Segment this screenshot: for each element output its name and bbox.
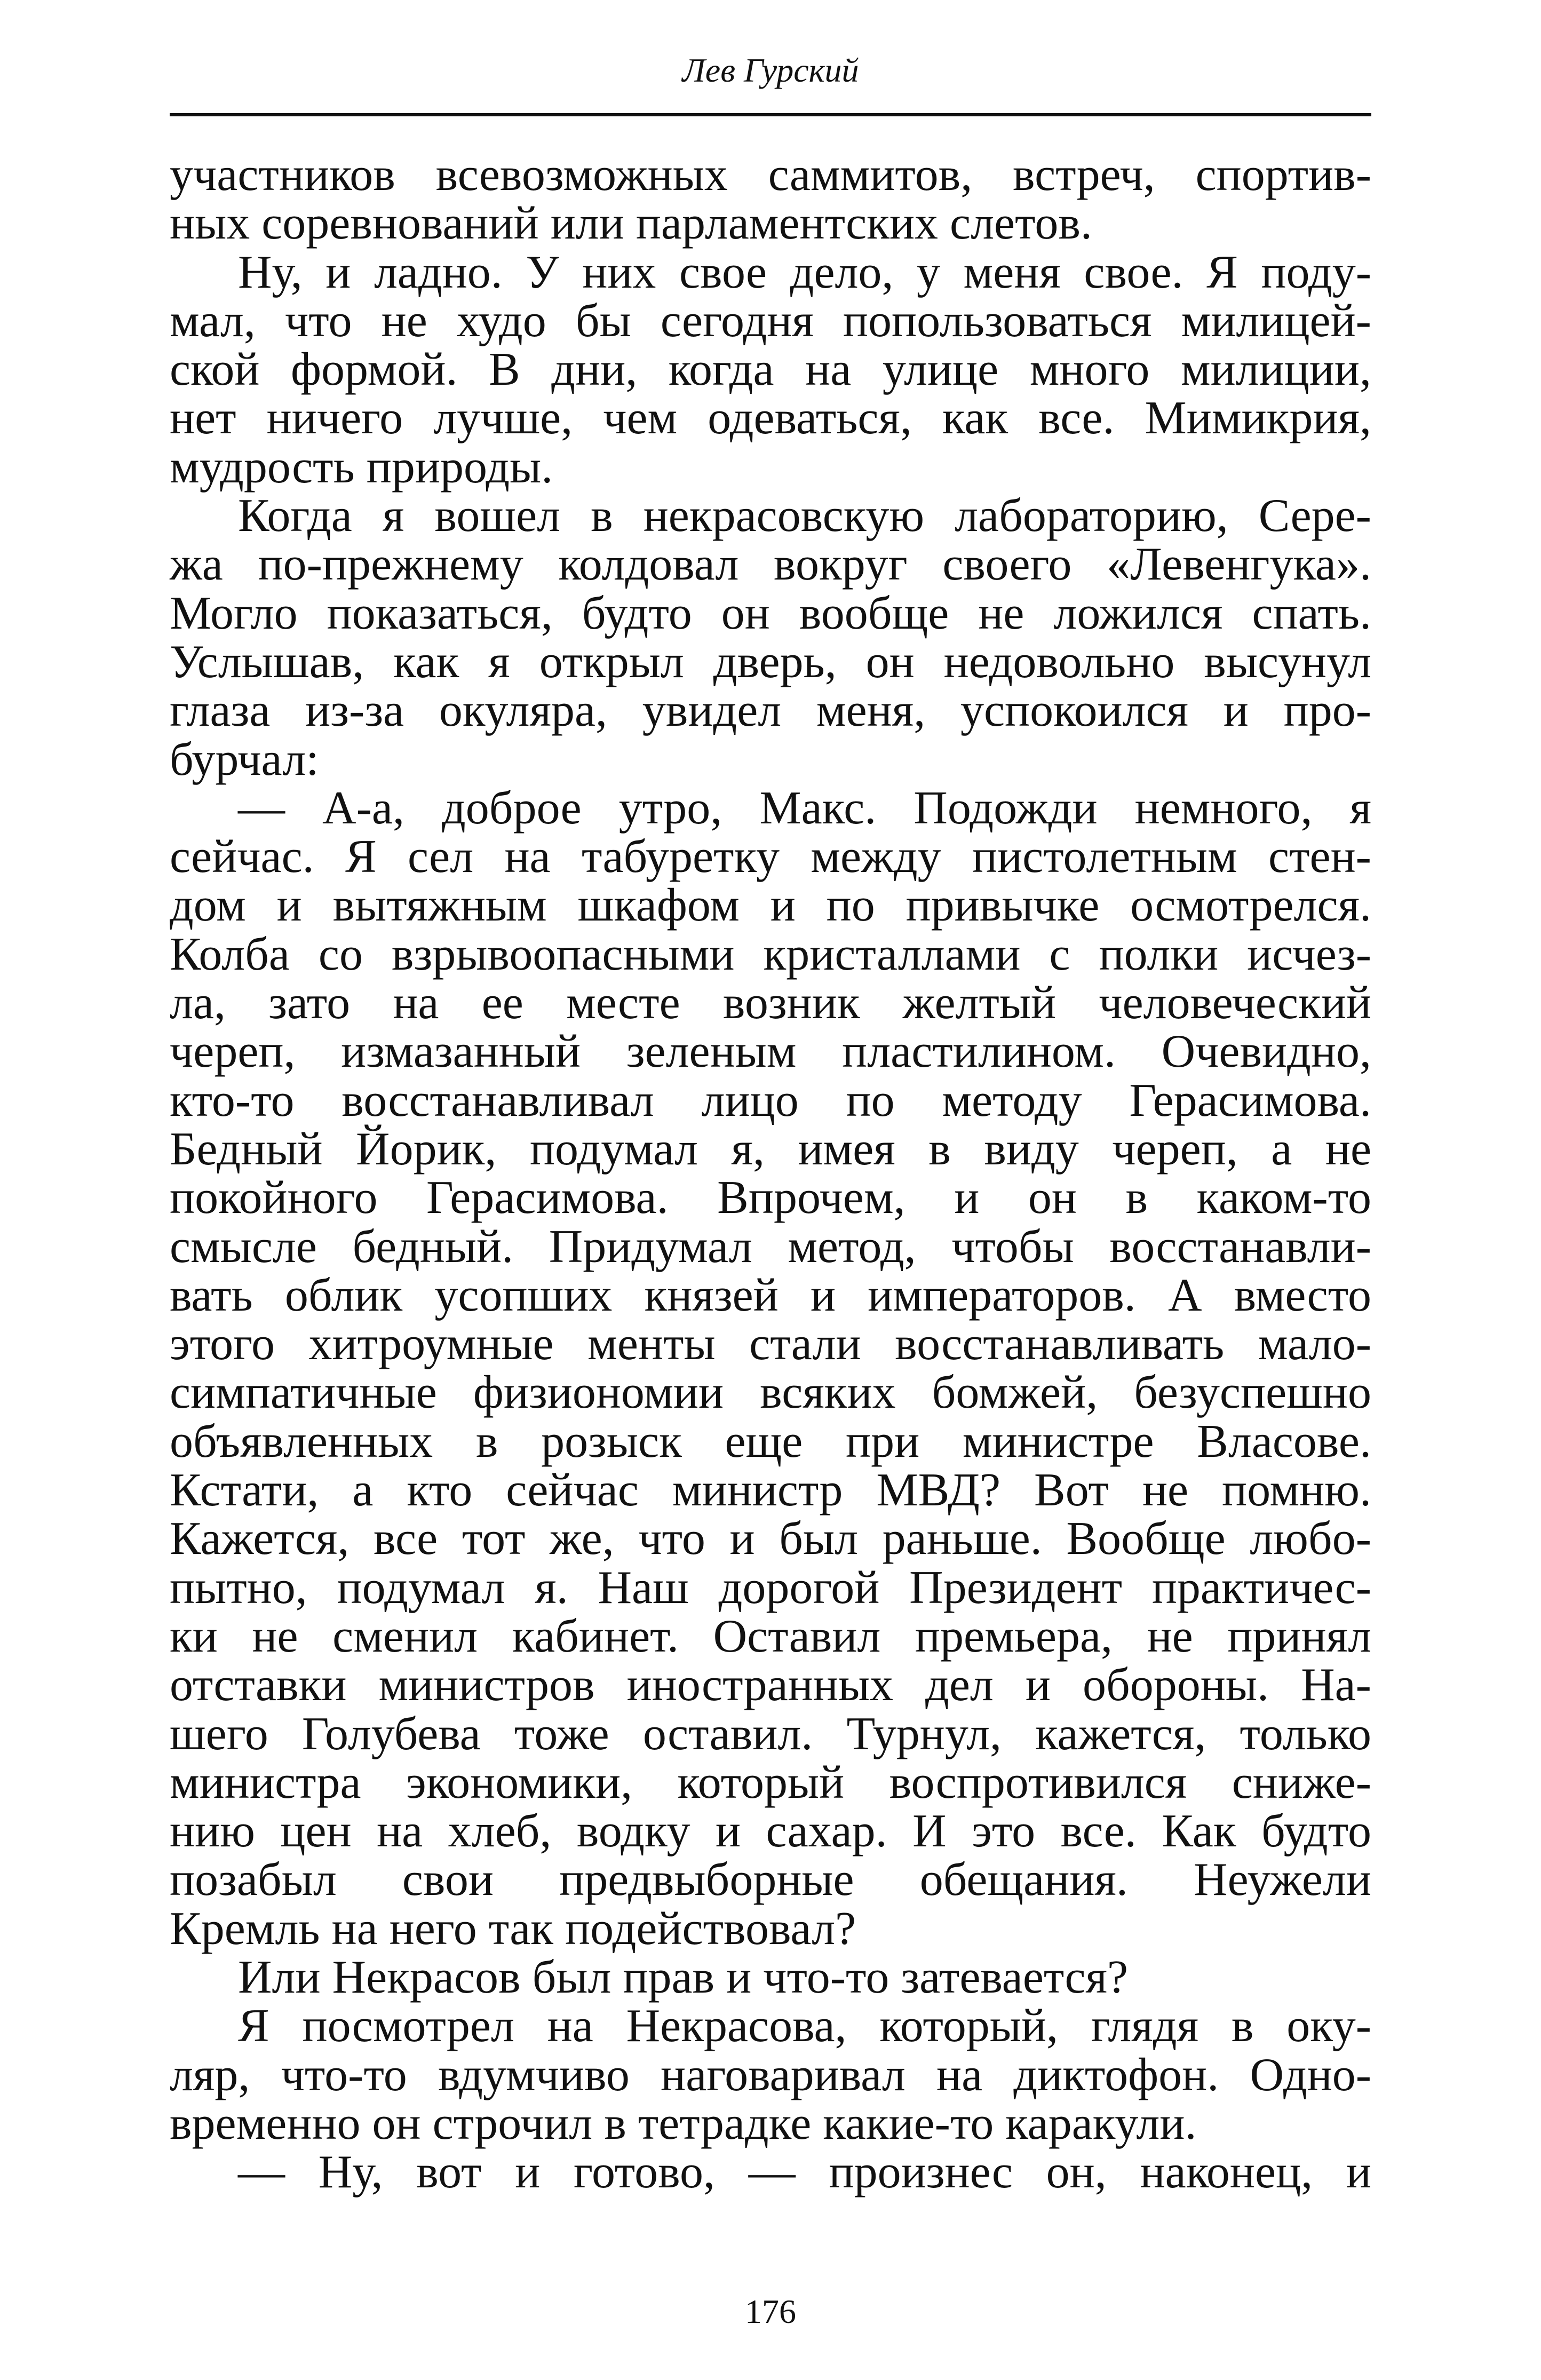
text-line: позабыл свои предвыборные обещания. Неужели: [170, 1854, 1371, 1906]
text-line: жа по-прежнему колдовал вокруг своего «Левенгука».: [170, 538, 1371, 591]
text-line: сейчас. Я сел на табуретку между пистолетным стен-: [170, 831, 1371, 883]
header-rule: [170, 113, 1371, 116]
text-line: дом и вытяжным шкафом и по привычке осмотрелся.: [170, 879, 1371, 932]
text-line: бурчал:: [170, 733, 319, 786]
text-line: Я посмотрел на Некрасова, который, глядя в оку-: [238, 2000, 1371, 2052]
text-line: мал, что не худо бы сегодня попользоваться милицей-: [170, 295, 1371, 347]
text-line: Ну, и ладно. У них свое дело, у меня свое. Я поду-: [238, 246, 1371, 298]
text-line: этого хитроумные менты стали восстанавливать мало-: [170, 1318, 1371, 1370]
text-line: шего Голубева тоже оставил. Турнул, кажется, только: [170, 1708, 1371, 1760]
text-line: пытно, подумал я. Наш дорогой Президент практичес-: [170, 1561, 1371, 1614]
text-line: ных соревнований или парламентских слетов.: [170, 197, 1092, 250]
paragraph: [170, 2002, 1371, 2148]
text-line: глаза из-за окуляра, увидел меня, успокоился и про-: [170, 685, 1371, 737]
text-line: Колба со взрывоопасными кристаллами с полки исчез-: [170, 928, 1371, 980]
text-line: участников всевозможных саммитов, встреч, спортив-: [170, 149, 1371, 201]
text-line: объявленных в розыск еще при министре Власове.: [170, 1415, 1371, 1467]
text-line: ляр, что-то вдумчиво наговаривал на диктофон. Одно-: [170, 2049, 1371, 2101]
text-line: Или Некрасов был прав и что-то затевается?: [238, 1951, 1129, 2003]
page-number: 176: [745, 2292, 796, 2330]
text-line: министра экономики, который воспротивился сниже-: [170, 1756, 1371, 1808]
text-line: Кремль на него так подействовал?: [170, 1902, 856, 1955]
paragraph: [170, 784, 1371, 1953]
text-line: ской формой. В дни, когда на улице много милиции,: [170, 344, 1371, 396]
text-line: смысле бедный. Придумал метод, чтобы восстанавли-: [170, 1220, 1371, 1273]
text-line: Услышав, как я открыл дверь, он недовольно высунул: [170, 636, 1371, 688]
paragraph: [170, 1953, 1371, 2002]
text-line: ла, зато на ее месте возник желтый человеческий: [170, 977, 1371, 1029]
text-line: — А-а, доброе утро, Макс. Подожди немного, я: [238, 782, 1371, 834]
text-line: кто-то восстанавливал лицо по методу Герасимова.: [170, 1074, 1371, 1126]
paragraph: [170, 150, 1371, 248]
text-line: — Ну, вот и готово, — произнес он, наконец, и: [238, 2146, 1371, 2199]
text-line: симпатичные физиономии всяких бомжей, безуспешно: [170, 1367, 1371, 1419]
text-line: отставки министров иностранных дел и обороны. На-: [170, 1659, 1371, 1711]
text-line: Кстати, а кто сейчас министр МВД? Вот не помню.: [170, 1464, 1371, 1517]
text-line: Когда я вошел в некрасовскую лабораторию, Сере-: [238, 490, 1371, 542]
paragraph: [170, 491, 1371, 784]
text-line: Кажется, все тот же, что и был раньше. Вообще любо-: [170, 1513, 1371, 1565]
text-line: мудрость природы.: [170, 441, 553, 493]
text-line: временно он строчил в тетрадке какие-то каракули.: [170, 2097, 1197, 2149]
body-text: [170, 149, 1371, 2199]
text-line: ки не сменил кабинет. Оставил премьера, не принял: [170, 1610, 1371, 1662]
running-head: Лев Гурский: [682, 51, 859, 89]
text-line: нию цен на хлеб, водку и сахар. И это все. Как будто: [170, 1805, 1371, 1858]
text-line: череп, измазанный зеленым пластилином. Очевидно,: [170, 1026, 1371, 1078]
text-line: покойного Герасимова. Впрочем, и он в каком-то: [170, 1172, 1371, 1224]
paragraph: [170, 2146, 1371, 2199]
paragraph: [170, 248, 1371, 491]
text-line: вать облик усопших князей и императоров. А вместо: [170, 1269, 1371, 1321]
text-line: нет ничего лучше, чем одеваться, как все. Мимикрия,: [170, 392, 1371, 445]
text-line: Могло показаться, будто он вообще не ложился спать.: [170, 587, 1371, 639]
text-line: Бедный Йорик, подумал я, имея в виду череп, а не: [170, 1123, 1371, 1175]
